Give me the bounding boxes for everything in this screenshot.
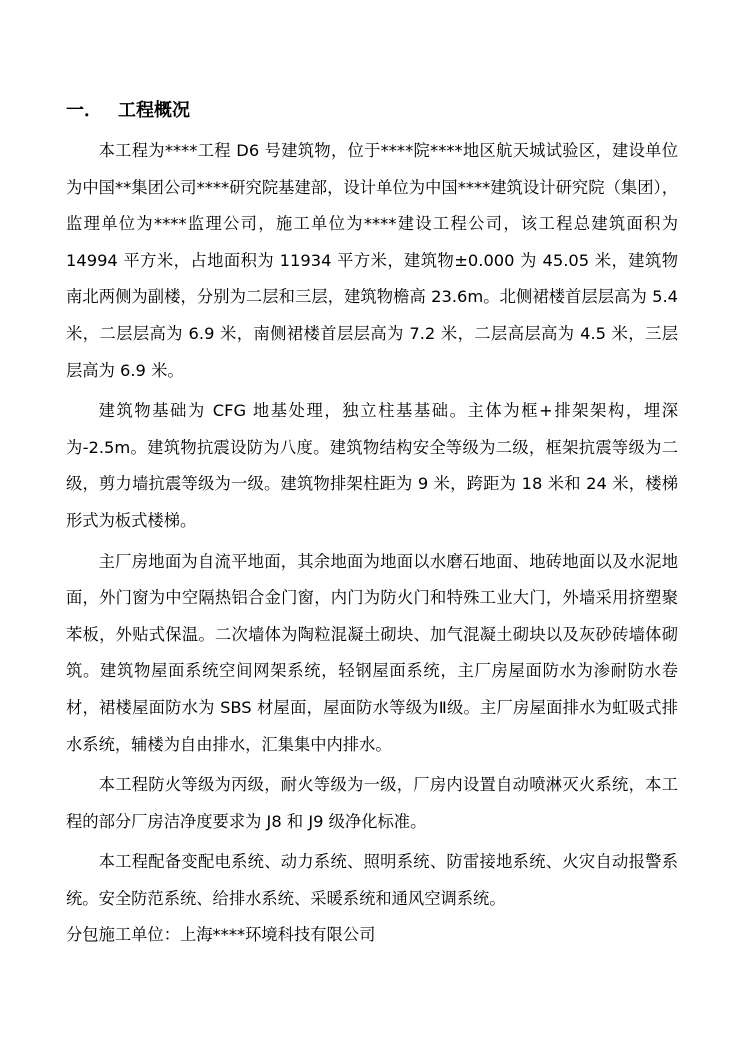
body-text — [66, 133, 678, 954]
subcontractor-line: 分包施工单位：上海****环境科技有限公司 — [66, 925, 376, 945]
paragraph-systems: 本工程配备变配电系统、动力系统、照明系统、防雷接地系统、火灾自动报警系统。安全防范系统、给排水系统、采暖系统和通风空调系统。 — [66, 852, 678, 908]
section-title: 工程概况 — [118, 100, 190, 121]
paragraph-finishes: 主厂房地面为自流平地面，其余地面为地面以水磨石地面、地砖地面以及水泥地面，外门窗为中空隔热铝合金门窗，内门为防火门和特殊工业大门，外墙采用挤塑聚苯板，外贴式保温。二次墙体为陶粒混凝土砌块、加气混凝土砌块以及灰砂砖墙体砌筑。建筑物屋面系统空间网架系统，轻钢屋面系统，主厂房屋面防水为渗耐防水卷材，裙楼屋面防水为 SBS 材屋面，屋面防水等级为Ⅱ级。主厂房屋面排水为虹吸式排水系统，辅楼为自由排水，汇集集中内排水。 — [66, 551, 678, 754]
paragraph-project-overview: 本工程为****工程 D6 号建筑物，位于****院****地区航天城试验区，建设单位为中国**集团公司****研究院基建部，设计单位为中国****建筑设计研究院（集团），监理单位为****监理公司，施工单位为****建设工程公司，该工程总建筑面积为 14994 平方米，占地面积为 11934 平方米，建筑物±0.000 为 45.05 米，建筑物南北两侧为副楼，分别为二层和三层，建筑物檐高 23.6m。北侧裙楼首层层高为 5.4 米，二层层高为 6.9 米，南侧裙楼首层层高为 7.2 米，二层高层高为 4.5 米，三层层高为 6.9 米。 — [66, 141, 678, 380]
section-heading — [66, 98, 190, 124]
paragraph-fire-rating: 本工程防火等级为丙级，耐火等级为一级，厂房内设置自动喷淋灭火系统，本工程的部分厂房洁净度要求为 J8 和 J9 级净化标准。 — [66, 775, 678, 831]
section-number: 一． — [66, 100, 102, 121]
paragraph-foundation-structure: 建筑物基础为 CFG 地基处理，独立柱基基础。主体为框+排架架构，埋深为-2.5m。建筑物抗震设防为八度。建筑物结构安全等级为二级，框架抗震等级为二级，剪力墙抗震等级为一级。建筑物排架柱距为 9 米，跨距为 18 米和 24 米，楼梯形式为板式楼梯。 — [66, 401, 678, 530]
